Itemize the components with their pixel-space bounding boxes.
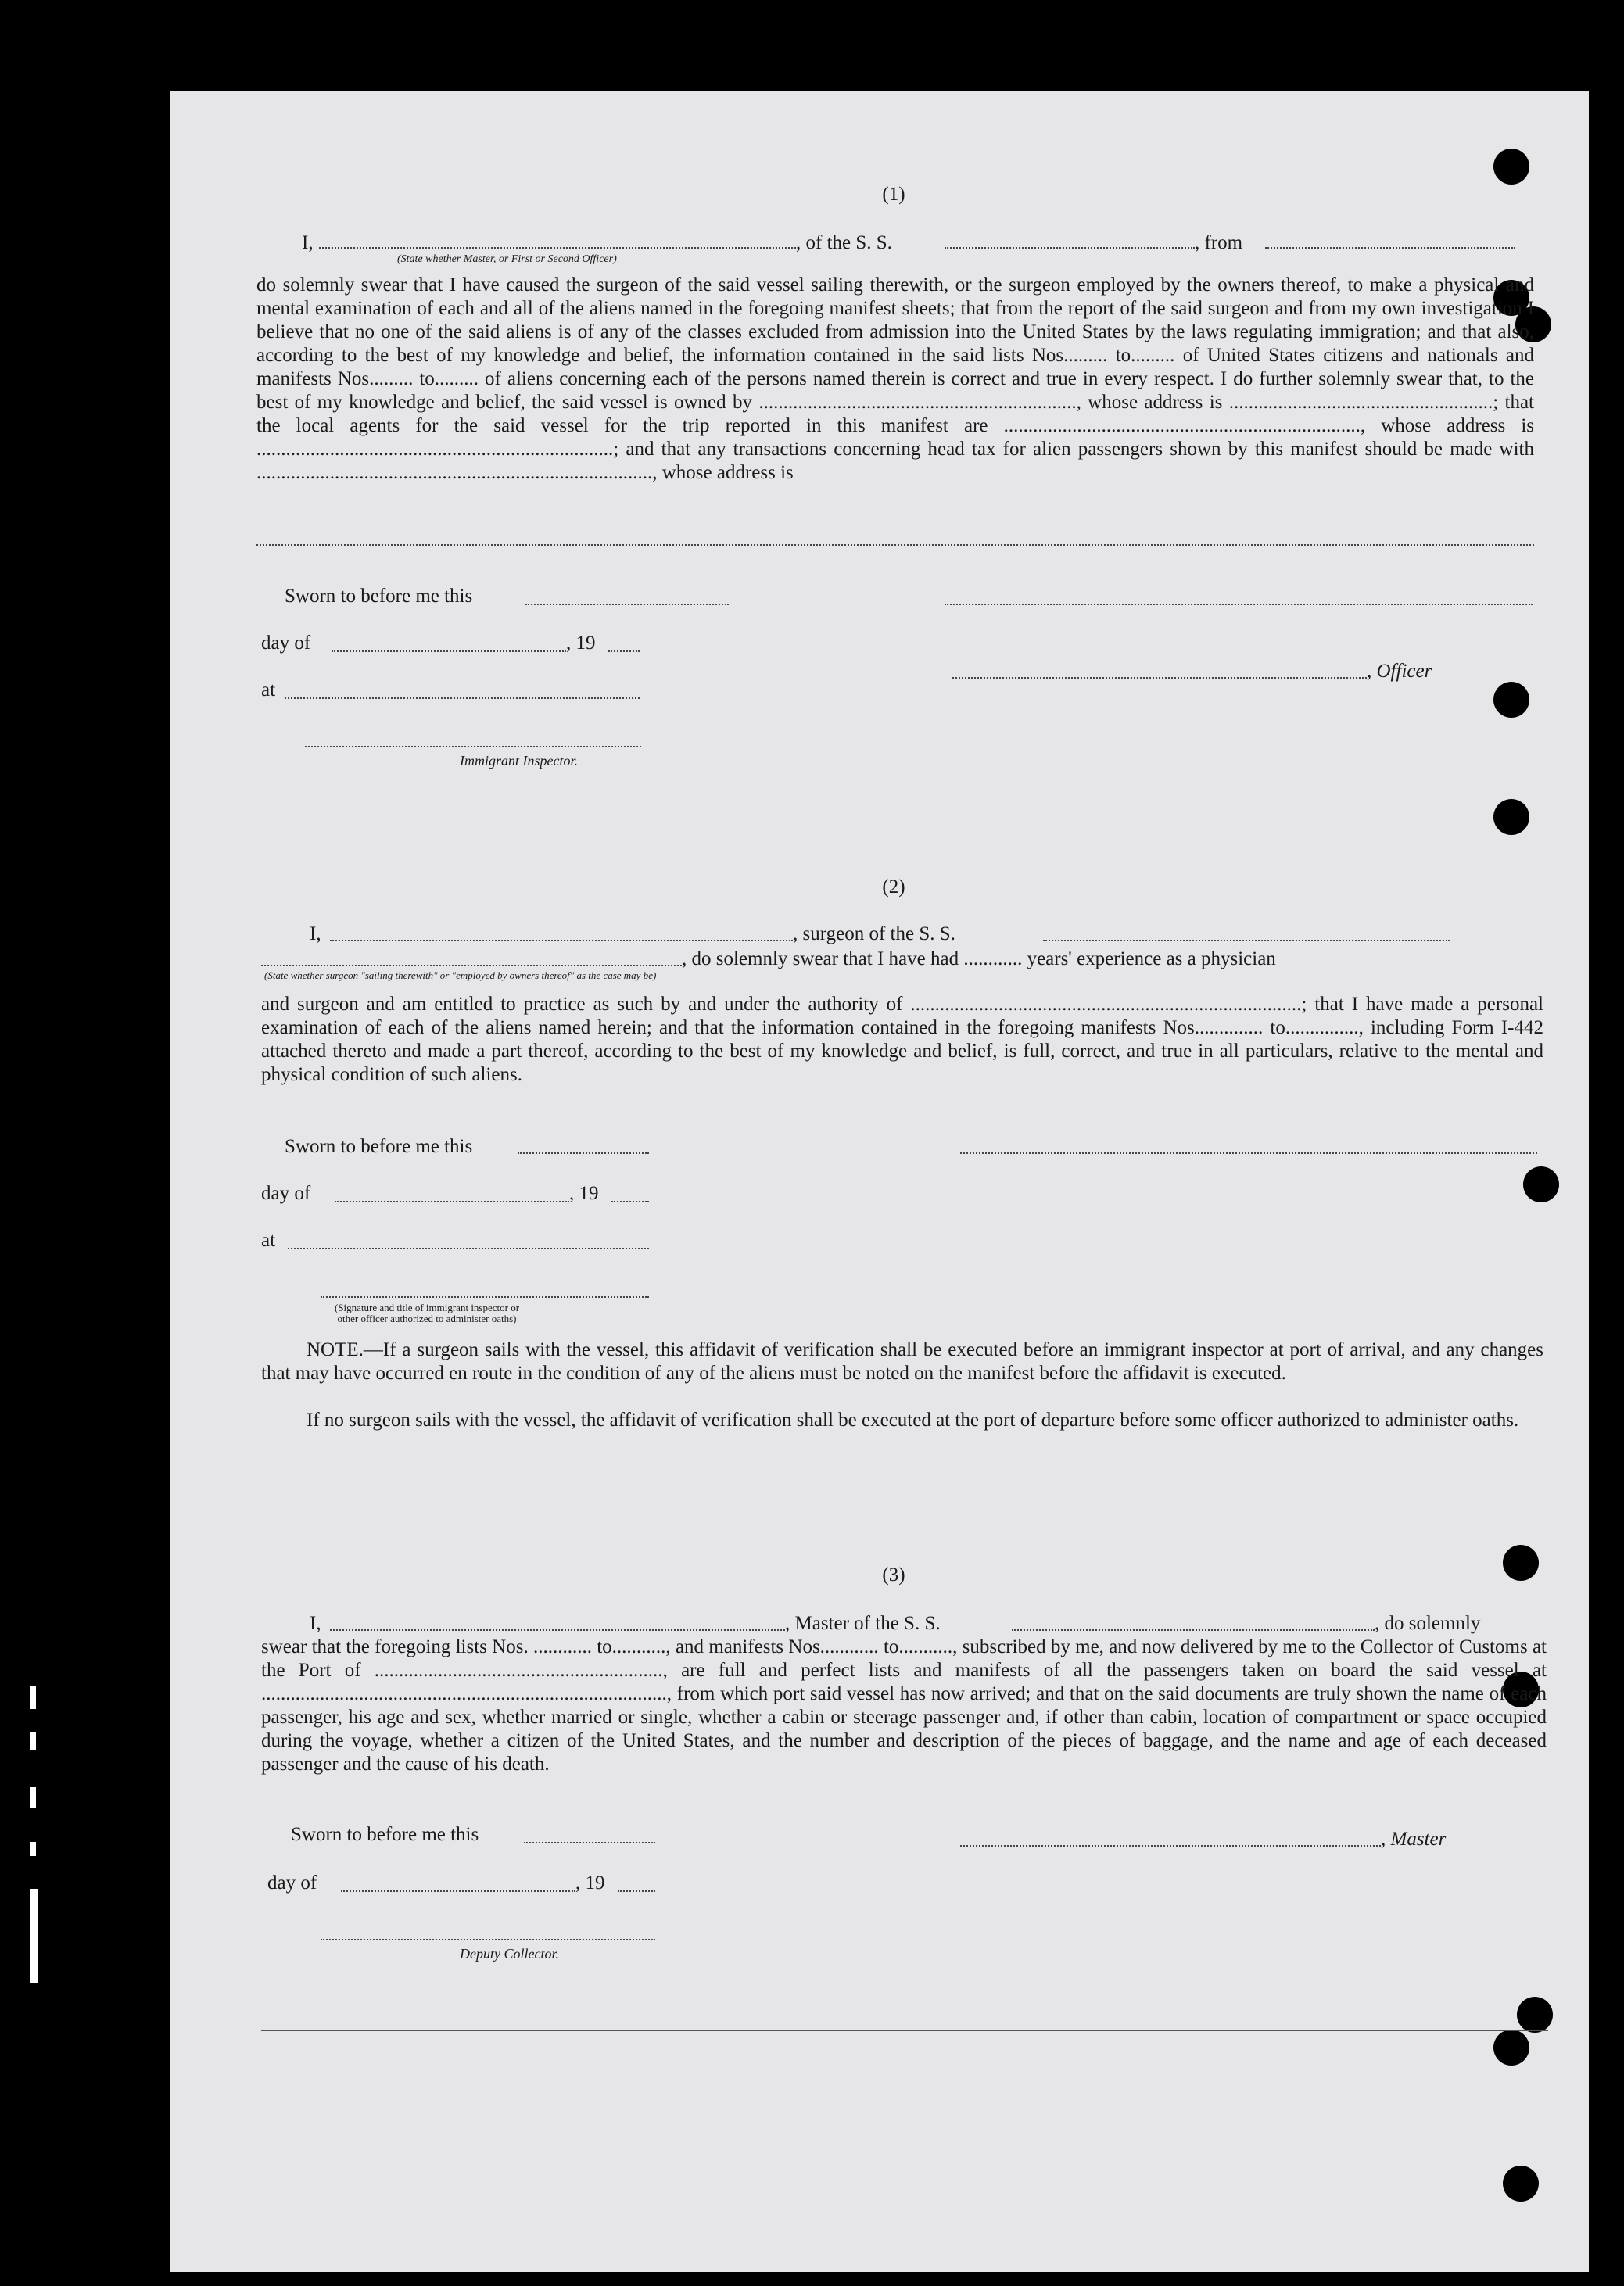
sec1-year: , 19 [566,632,596,654]
sec1-line1-i: I, [302,232,314,253]
sec1-body: do solemnly swear that I have caused the surgeon of the said vessel sailing therewith, or the surgeon employed by the owners thereof, to make a physical and mental examination of each and all of the aliens named in the foregoing manifest sheets; that from the report of the said surgeon and from my own investigation I believe that no one of the said aliens is of any of the classes excluded from admission into the United States by the laws regulating immigration; and that also, according to the best of my knowledge and belief, the information contained in the said lists Nos......... to......... of United States citizens and nationals and manifests Nos......... to......... of aliens concerning each of the persons named therein is correct and true in every respect. I do further solemnly swear that, to the best of my knowledge and belief, the said vessel is owned by ................................................................., whose address is ......................................................; that the local agents for the said vessel for the trip reported in this manifest are ........................................................................., whose address is .........................................................................; and that any transactions concerning head tax for alien passengers shown by this manifest should be made with ................................................................................., whose address is [256,274,1534,483]
master-vessel-field[interactable] [1012,1629,1375,1631]
sec2-day-of: day of [261,1183,311,1204]
sworn-date-field[interactable] [524,1842,655,1843]
surgeon-name-field[interactable] [330,940,793,941]
sec2-body: and surgeon and am entitled to practice as such by and under the authority of ................................................................................; that I have made a personal examination of each of the aliens named herein; and that the information contained in the foregoing manifests Nos.............. to..............., including Form I-442 attached thereto and made a part thereof, according to the best of my knowledge and belief, is full, correct, and true in all particulars, relative to the mental and physical condition of such aliens. [261,994,1543,1085]
note-paragraph-1: NOTE.—If a surgeon sails with the vessel, this affidavit of verification shall be executed before an immigrant inspector at port of arrival, and any changes that may have occurred en route in the condition of any of the aliens must be noted on the manifest before the affidavit is executed. [261,1339,1543,1384]
officer-signature-line-1[interactable] [945,604,1533,605]
sec2-line1-i: I, [310,923,321,944]
surgeon-vessel-field[interactable] [1043,940,1450,941]
surgeon-status-field[interactable] [261,965,682,966]
punch-hole [1493,149,1529,185]
binding-mark [30,1889,38,1983]
signature-caption: (Signature and title of immigrant inspector or other officer authorized to administer oaths) [334,1302,520,1324]
inspector-signature-line[interactable] [305,746,641,747]
sec3-line1-i: I, [310,1613,321,1634]
sec2-year: , 19 [569,1183,599,1204]
year-field[interactable] [611,1201,649,1202]
section-number: (1) [882,184,905,205]
vessel-name-field[interactable] [945,247,1195,249]
officer-label: , Officer [1367,661,1432,682]
note-paragraph-2: If no surgeon sails with the vessel, the affidavit of verification shall be executed at the port of departure before some officer authorized to administer oaths. [307,1410,1519,1431]
sec2-line1-surgeon: , surgeon of the S. S. [793,923,955,944]
binding-mark [30,1732,36,1750]
surgeon-signature-line[interactable] [960,1152,1537,1154]
sec3-line1-master: , Master of the S. S. [785,1613,941,1634]
address-continuation-field[interactable] [256,544,1534,546]
punch-hole [1493,682,1529,718]
sworn-date-field[interactable] [518,1152,649,1154]
master-label: , Master [1381,1829,1447,1850]
at-field[interactable] [285,697,640,699]
sec3-line1-end: , do solemnly [1375,1613,1481,1634]
binding-mark [30,1686,36,1709]
year-field[interactable] [618,1890,655,1892]
sec2-sworn: Sworn to before me this [285,1136,473,1157]
punch-hole [1493,2030,1529,2066]
section-number: (2) [882,876,905,898]
collector-label: Deputy Collector. [460,1946,559,1962]
punch-hole [1493,799,1529,835]
inspector-label: Immigrant Inspector. [460,753,578,769]
at-field[interactable] [288,1248,649,1249]
binding-mark [30,1787,36,1808]
punch-hole [1503,2166,1539,2202]
sworn-date-field[interactable] [525,604,729,605]
binding-mark [30,1842,36,1856]
day-of-field[interactable] [332,650,566,652]
section-number: (3) [882,1564,905,1586]
sec3-year: , 19 [575,1872,605,1894]
sec1-line1-from: , from [1195,232,1243,253]
day-of-field[interactable] [335,1201,569,1202]
sec1-at: at [261,679,276,700]
punch-hole [1523,1166,1559,1202]
collector-signature-line[interactable] [321,1939,655,1940]
master-name-field[interactable] [319,247,796,249]
sec2-at: at [261,1230,276,1251]
master-name-field[interactable] [330,1629,785,1631]
sec1-line1-ss: , of the S. S. [796,232,892,253]
officer-signature-line-2[interactable] [952,677,1367,679]
inspector-signature-line[interactable] [321,1296,649,1298]
master-caption: (State whether Master, or First or Second Officer) [397,253,617,265]
bottom-rule [261,2030,1548,2031]
punch-hole [1517,1997,1553,2033]
sec3-body: swear that the foregoing lists Nos. ............ to..........., and manifests Nos............ to..........., subscribed by me, and now delivered by me to the Collector of Customs at the Port of ..........................................................., are full and perfect lists and manifests of all the passengers taken on board the said vessel at ..................................................................................., from which port said vessel has now arrived; and that on the said documents are truly shown the name of each passenger, his age and sex, whether married or single, whether a cabin or steerage passenger and, if other than cabin, location of compartment or space occupied during the voyage, whether a citizen of the United States, and the number and description of the pieces of baggage, and the name and age of each deceased passenger and the cause of his death. [261,1636,1547,1775]
sec1-sworn: Sworn to before me this [285,586,473,607]
sec1-day-of: day of [261,632,311,654]
sec3-day-of: day of [267,1872,317,1894]
day-of-field[interactable] [341,1890,575,1892]
form-sheet [170,91,1589,2272]
sec2-line2: , do solemnly swear that I have had ............ years' experience as a physician [682,948,1276,969]
year-field[interactable] [608,650,640,652]
sec3-sworn: Sworn to before me this [291,1824,479,1845]
port-from-field[interactable] [1265,247,1515,249]
surgeon-caption: (State whether surgeon "sailing therewith" or "employed by owners thereof" as the case may be) [264,969,657,981]
master-signature-line[interactable] [960,1845,1381,1847]
